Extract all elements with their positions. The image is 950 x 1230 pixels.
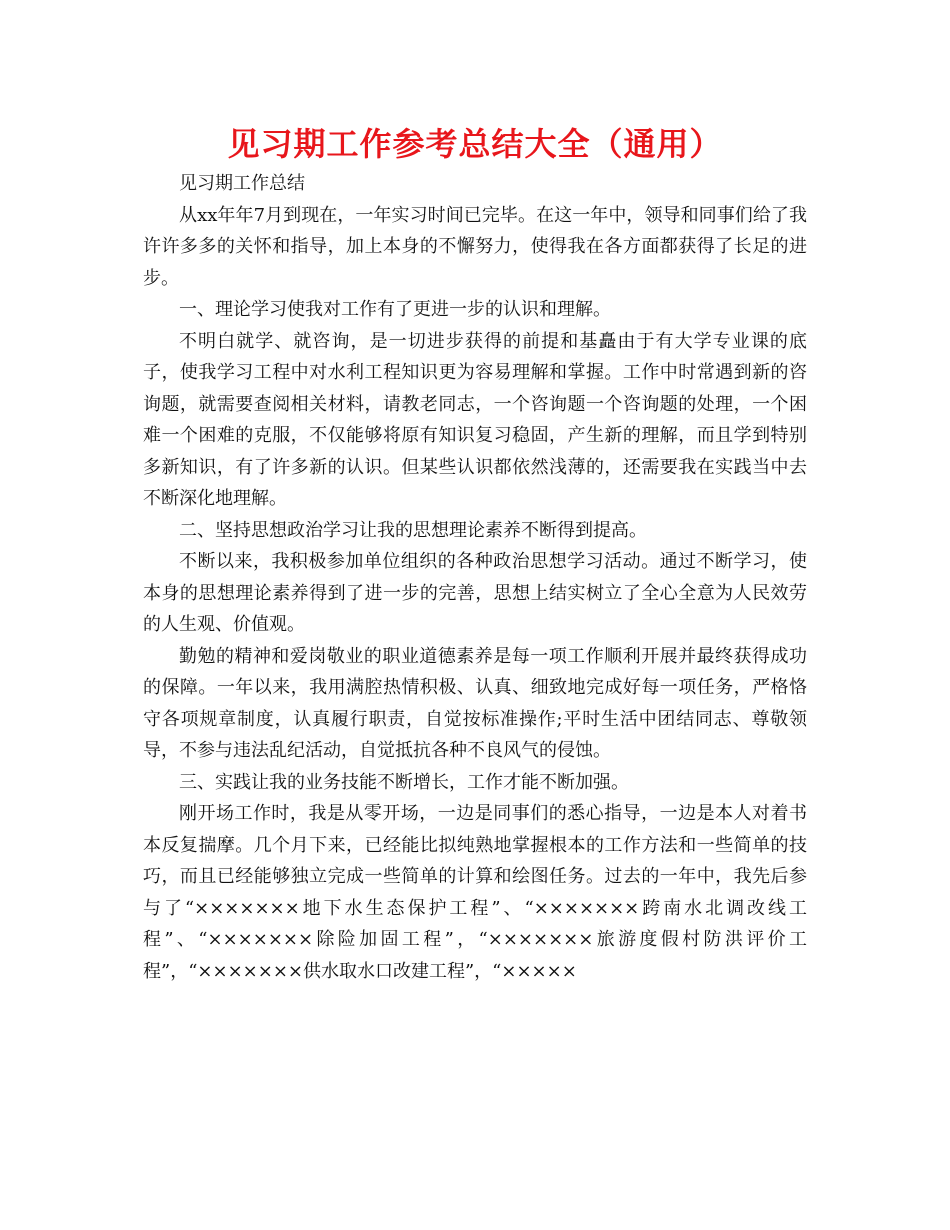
paragraph-subtitle: 见习期工作总结 xyxy=(179,173,305,194)
document-body xyxy=(143,168,807,987)
paragraph: 刚开场工作时，我是从零开场，一边是同事们的悉心指导，一边是本人对着书本反复揣摩。几个月下来，已经能比拟纯熟地掌握根本的工作方法和一些简单的技巧，而且已经能够独立完成一些简单的计算和绘图任务。过去的一年中，我先后参与了“×××××××地下水生态保护工程”、“×××××××跨南水北调改线工程”、“×××××××除险加固工程”，“×××××××旅游度假村防洪评价工程”，“×××××××供水取水口改建工程”，“××××× xyxy=(143,803,807,982)
paragraph-intro: 从xx年年7月到现在，一年实习时间已完毕。在这一年中，领导和同事们给了我许许多多的关怀和指导，加上本身的不懈努力，使得我在各方面都获得了长足的进步。 xyxy=(143,204,807,289)
paragraph: 不明白就学、就咨询，是一切进步获得的前提和基矗由于有大学专业课的底子，使我学习工程中对水利工程知识更为容易理解和掌握。工作中时常遇到新的咨询题，就需要查阅相关材料，请教老同志，一个咨询题一个咨询题的处理，一个困难一个困难的克服，不仅能够将原有知识复习稳固，产生新的理解，而且学到特别多新知识，有了许多新的认识。但某些认识都依然浅薄的，还需要我在实践当中去不断深化地理解。 xyxy=(143,330,807,509)
paragraph: 勤勉的精神和爱岗敬业的职业道德素养是每一项工作顺利开展并最终获得成功的保障。一年以来，我用满腔热情积极、认真、细致地完成好每一项任务，严格恪守各项规章制度，认真履行职责，自觉按标准操作;平时生活中团结同志、尊敬领导，不参与违法乱纪活动，自觉抵抗各种不良风气的侵蚀。 xyxy=(143,645,807,761)
section-heading-3: 三、实践让我的业务技能不断增长，工作才能不断加强。 xyxy=(179,771,629,793)
paragraph: 不断以来，我积极参加单位组织的各种政治思想学习活动。通过不断学习，使本身的思想理论素养得到了进一步的完善，思想上结实树立了全心全意为人民效劳的人生观、价值观。 xyxy=(143,551,807,635)
section-heading-1: 一、理论学习使我对工作有了更进一步的认识和理解。 xyxy=(179,299,611,320)
section-heading-2: 二、坚持思想政治学习让我的思想理论素养不断得到提高。 xyxy=(179,519,647,541)
document-title: 见习期工作参考总结大全（通用） xyxy=(227,125,723,163)
